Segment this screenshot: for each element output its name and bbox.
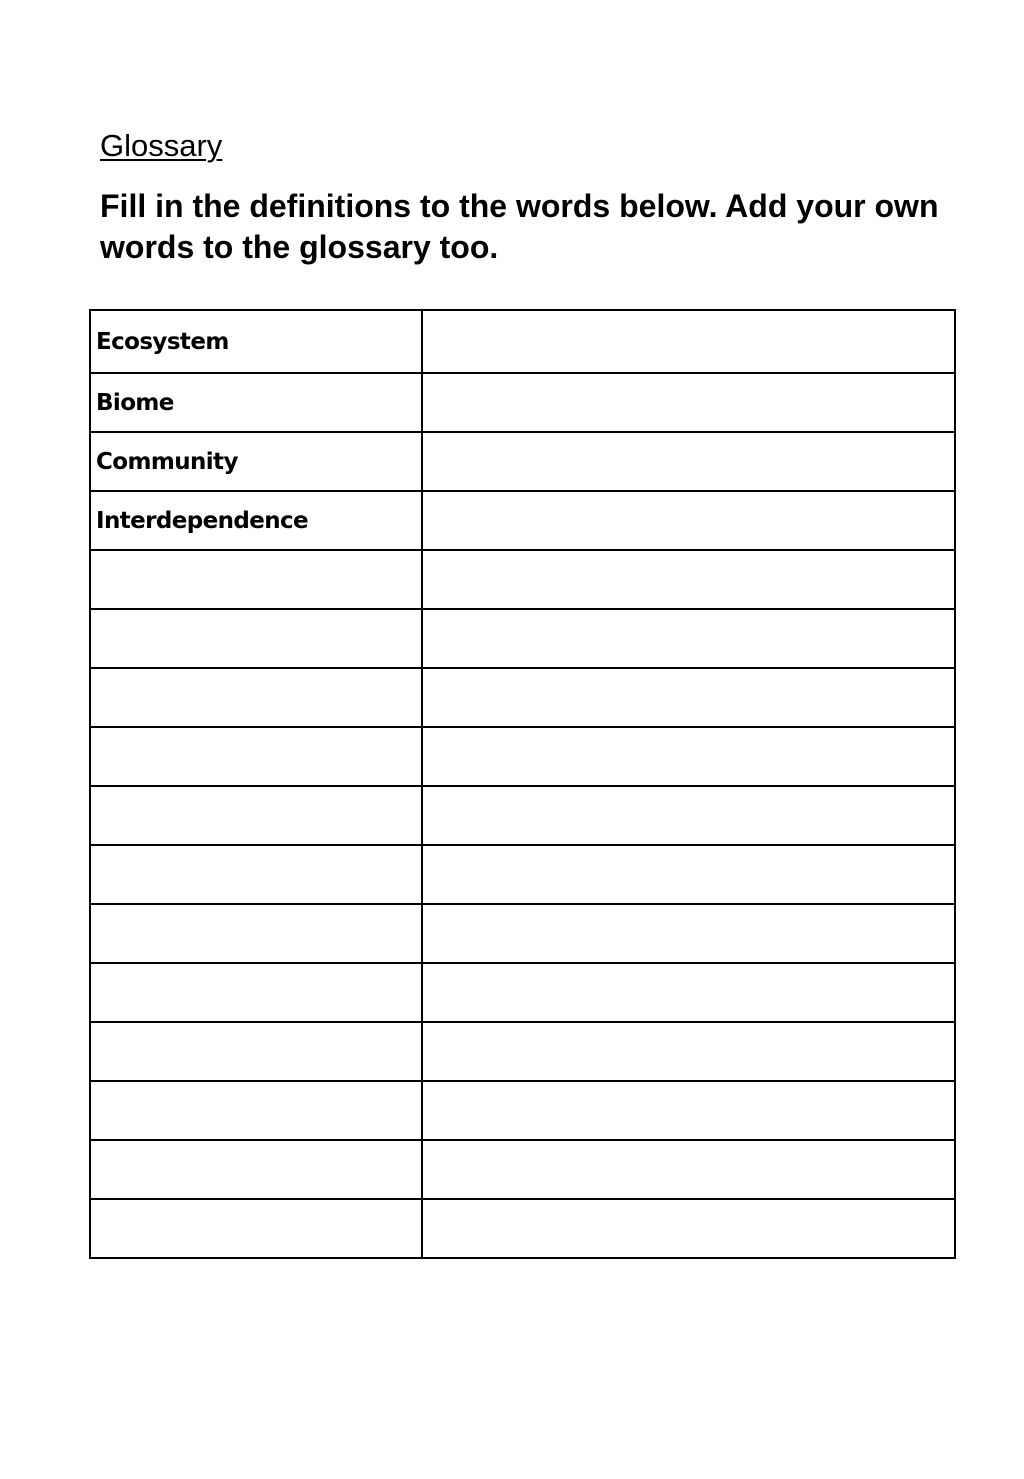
page-title: Glossary [100, 128, 223, 163]
term-cell[interactable] [90, 609, 422, 668]
definition-cell[interactable] [422, 845, 955, 904]
table-row [90, 432, 955, 491]
table-row [90, 550, 955, 609]
table-row [90, 373, 955, 432]
definition-cell[interactable] [422, 491, 955, 550]
table-row [90, 904, 955, 963]
term-cell[interactable] [90, 1199, 422, 1258]
term-cell[interactable]: Interdependence [90, 491, 422, 550]
table-row [90, 845, 955, 904]
definition-cell[interactable] [422, 786, 955, 845]
definition-cell[interactable] [422, 1140, 955, 1199]
definition-cell[interactable] [422, 609, 955, 668]
table-row [90, 668, 955, 727]
definition-cell[interactable] [422, 727, 955, 786]
term-cell[interactable] [90, 1081, 422, 1140]
table-row [90, 727, 955, 786]
term-cell[interactable] [90, 1140, 422, 1199]
term-cell[interactable] [90, 963, 422, 1022]
definition-cell[interactable] [422, 550, 955, 609]
term-cell[interactable]: Community [90, 432, 422, 491]
definition-cell[interactable] [422, 904, 955, 963]
definition-cell[interactable] [422, 1081, 955, 1140]
definition-cell[interactable] [422, 963, 955, 1022]
table-row [90, 1199, 955, 1258]
definition-cell[interactable] [422, 668, 955, 727]
instructions-text: Fill in the definitions to the words below. Add your own words to the glossary too. [100, 188, 939, 265]
term-cell[interactable] [90, 727, 422, 786]
definition-cell[interactable] [422, 310, 955, 373]
definition-cell[interactable] [422, 1022, 955, 1081]
table-row [90, 310, 955, 373]
table-row [90, 1081, 955, 1140]
term-cell[interactable]: Ecosystem [90, 310, 422, 373]
term-cell[interactable] [90, 1022, 422, 1081]
definition-cell[interactable] [422, 373, 955, 432]
glossary-table [89, 309, 956, 1259]
table-row [90, 786, 955, 845]
definition-cell[interactable] [422, 1199, 955, 1258]
term-cell[interactable] [90, 550, 422, 609]
term-cell[interactable] [90, 904, 422, 963]
table-row [90, 963, 955, 1022]
table-row [90, 609, 955, 668]
table-row [90, 491, 955, 550]
table-row [90, 1140, 955, 1199]
definition-cell[interactable] [422, 432, 955, 491]
term-cell[interactable] [90, 668, 422, 727]
term-cell[interactable] [90, 845, 422, 904]
term-cell[interactable] [90, 786, 422, 845]
term-cell[interactable]: Biome [90, 373, 422, 432]
table-row [90, 1022, 955, 1081]
glossary-table-body [90, 310, 955, 1258]
